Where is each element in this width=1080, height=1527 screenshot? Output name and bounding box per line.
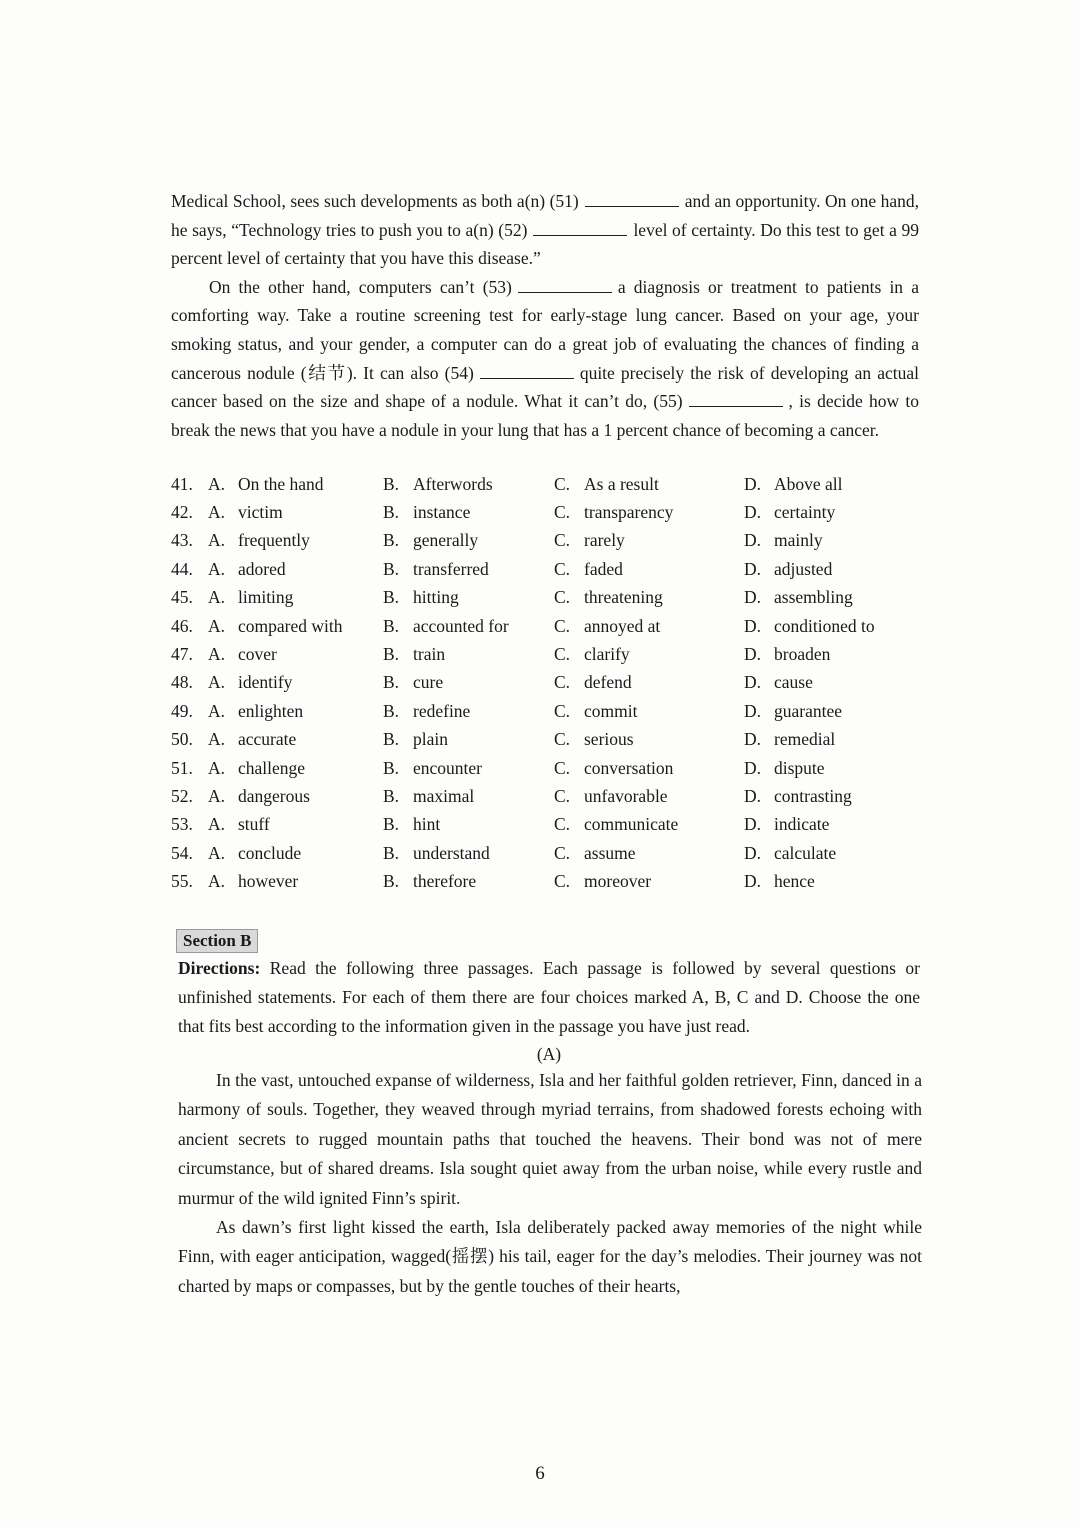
choice-text: however xyxy=(238,871,299,892)
choice-text: transferred xyxy=(413,558,489,579)
choice-text: assembling xyxy=(774,587,853,608)
section-b-heading: Section B xyxy=(176,929,258,953)
question-number: 47. xyxy=(171,644,193,665)
choice-c xyxy=(554,559,744,580)
choice-letter: A. xyxy=(208,785,226,806)
choice-b xyxy=(383,758,554,779)
choice-c xyxy=(554,530,744,551)
choice-d xyxy=(744,644,924,665)
cloze-text: level of certainty. Do this test to get a 99 percent level of certainty that you have this disease.” xyxy=(171,219,919,269)
choice-a xyxy=(208,559,383,580)
choice-c xyxy=(554,843,744,864)
choice-text: faded xyxy=(584,558,623,579)
choice-text: maximal xyxy=(413,785,475,806)
choice-letter: C. xyxy=(554,672,571,693)
choice-text: cure xyxy=(413,672,444,693)
question-number: 46. xyxy=(171,615,193,636)
choice-text: On the hand xyxy=(238,473,324,494)
option-row xyxy=(171,867,931,895)
directions-label: Directions: xyxy=(178,958,261,978)
choice-a xyxy=(208,843,383,864)
choice-text: frequently xyxy=(238,530,310,551)
choice-letter: B. xyxy=(383,871,400,892)
passage-paragraph-1: In the vast, untouched expanse of wilderness, Isla and her faithful golden retriever, Finn, danced in a harmony of souls. Together, they weaved through myriad terrains, from shadowed forests echoing with ancient secrets to rugged mountain paths that touched the heavens. Their bond was not of mere circumstance, but of shared dreams. Isla sought quiet away from the urban noise, while every rustle and murmur of the wild ignited Finn’s spirit. xyxy=(178,1070,922,1208)
choice-text: hence xyxy=(774,871,815,892)
choice-letter: C. xyxy=(554,871,571,892)
choice-d xyxy=(744,701,924,722)
cloze-text: On the other hand, computers can’t (53) xyxy=(209,276,512,297)
choice-letter: A. xyxy=(208,558,226,579)
option-row xyxy=(171,470,931,498)
choice-text: dangerous xyxy=(238,785,310,806)
choice-letter: C. xyxy=(554,785,571,806)
choice-text: stuff xyxy=(238,814,270,835)
blank-53 xyxy=(518,276,612,293)
answer-options-table xyxy=(171,470,931,896)
choice-letter: C. xyxy=(554,502,571,523)
option-row xyxy=(171,584,931,612)
choice-text: hint xyxy=(413,814,441,835)
choice-a xyxy=(208,474,383,495)
choice-letter: B. xyxy=(383,502,400,523)
choice-letter: B. xyxy=(383,700,400,721)
choice-letter: D. xyxy=(744,644,762,665)
choice-letter: B. xyxy=(383,757,400,778)
choice-d xyxy=(744,758,924,779)
choice-text: guarantee xyxy=(774,700,843,721)
choice-letter: D. xyxy=(744,672,762,693)
choice-a xyxy=(208,530,383,551)
choice-c xyxy=(554,474,744,495)
choice-letter: B. xyxy=(383,558,400,579)
choice-letter: A. xyxy=(208,814,226,835)
choice-text: broaden xyxy=(774,644,831,665)
choice-text: Afterwords xyxy=(413,473,493,494)
choice-a xyxy=(208,786,383,807)
cloze-text: , is decide how to break the news that you have a nodule in your lung that has a 1 percent chance of becoming a cancer. xyxy=(171,391,919,440)
question-number: 52. xyxy=(171,785,193,806)
choice-c xyxy=(554,616,744,637)
choice-a xyxy=(208,672,383,693)
option-row xyxy=(171,527,931,555)
choice-letter: D. xyxy=(744,530,762,551)
choice-b xyxy=(383,672,554,693)
choice-letter: D. xyxy=(744,757,762,778)
choice-text: unfavorable xyxy=(584,785,668,806)
choice-letter: D. xyxy=(744,729,762,750)
choice-d xyxy=(744,616,924,637)
cloze-paragraph-1 xyxy=(171,187,919,273)
choice-b xyxy=(383,530,554,551)
choice-a xyxy=(208,758,383,779)
choice-letter: C. xyxy=(554,729,571,750)
reading-passage-a xyxy=(178,1066,922,1301)
choice-text: victim xyxy=(238,502,283,523)
question-number: 45. xyxy=(171,587,193,608)
choice-text: compared with xyxy=(238,615,343,636)
cloze-text: Medical School, sees such developments as both a(n) (51) xyxy=(171,191,579,211)
passage-paragraph-2: As dawn’s first light kissed the earth, Isla deliberately packed away memories of the night while Finn, with eager anticipation, wagged(摇摆) his tail, eager for the day’s melodies. Their journey was not charted by maps or compasses, but by the gentle touches of their hearts, xyxy=(178,1217,922,1296)
choice-letter: D. xyxy=(744,842,762,863)
choice-b xyxy=(383,786,554,807)
choice-letter: D. xyxy=(744,502,762,523)
choice-d xyxy=(744,672,924,693)
option-row xyxy=(171,555,931,583)
choice-a xyxy=(208,587,383,608)
choice-letter: C. xyxy=(554,587,571,608)
choice-d xyxy=(744,559,924,580)
choice-a xyxy=(208,701,383,722)
page-number: 6 xyxy=(535,1463,545,1484)
choice-text: As a result xyxy=(584,473,659,494)
cloze-text: and an opportunity. On one hand, he says, “Technology tries to push you to a(n) (52) xyxy=(171,191,919,240)
question-number: 43. xyxy=(171,530,193,551)
option-row xyxy=(171,640,931,668)
choice-b xyxy=(383,474,554,495)
choice-d xyxy=(744,843,924,864)
blank-51 xyxy=(585,190,679,207)
choice-text: understand xyxy=(413,842,490,863)
choice-text: serious xyxy=(584,729,634,750)
choice-b xyxy=(383,502,554,523)
choice-c xyxy=(554,729,744,750)
choice-letter: A. xyxy=(208,672,226,693)
choice-letter: A. xyxy=(208,871,226,892)
choice-text: commit xyxy=(584,700,638,721)
choice-c xyxy=(554,502,744,523)
choice-c xyxy=(554,871,744,892)
choice-text: communicate xyxy=(584,814,679,835)
choice-letter: C. xyxy=(554,644,571,665)
directions-text: Read the following three passages. Each passage is followed by several questions or unfinished statements. For each of them there are four choices marked A, B, C and D. Choose the one that fits best according to the information given in the passage you have just read. xyxy=(178,958,921,1036)
choice-letter: C. xyxy=(554,558,571,579)
choice-letter: D. xyxy=(744,814,762,835)
choice-letter: A. xyxy=(208,644,226,665)
choice-letter: D. xyxy=(744,700,762,721)
cloze-text: quite precisely the risk of developing an actual cancer based on the size and shape of a nodule. What it can’t do, (55) xyxy=(171,362,919,412)
choice-b xyxy=(383,644,554,665)
option-row xyxy=(171,754,931,782)
choice-letter: D. xyxy=(744,785,762,806)
choice-letter: A. xyxy=(208,700,226,721)
cloze-paragraph-2 xyxy=(171,273,919,445)
blank-52 xyxy=(533,219,627,236)
choice-text: generally xyxy=(413,530,479,551)
option-row xyxy=(171,782,931,810)
choice-letter: B. xyxy=(383,729,400,750)
choice-text: threatening xyxy=(584,587,663,608)
choice-letter: B. xyxy=(383,814,400,835)
question-number: 48. xyxy=(171,672,193,693)
question-number: 53. xyxy=(171,814,193,835)
choice-letter: A. xyxy=(208,842,226,863)
choice-text: limiting xyxy=(238,587,294,608)
choice-b xyxy=(383,843,554,864)
choice-letter: A. xyxy=(208,502,226,523)
choice-text: identify xyxy=(238,672,293,693)
option-row xyxy=(171,811,931,839)
choice-text: defend xyxy=(584,672,632,693)
choice-c xyxy=(554,786,744,807)
choice-letter: B. xyxy=(383,785,400,806)
choice-b xyxy=(383,587,554,608)
choice-d xyxy=(744,474,924,495)
choice-text: therefore xyxy=(413,871,477,892)
option-row xyxy=(171,726,931,754)
choice-text: moreover xyxy=(584,871,652,892)
choice-letter: B. xyxy=(383,644,400,665)
choice-b xyxy=(383,871,554,892)
cloze-text: a diagnosis or treatment to patients in a comforting way. Take a routine screening test for early-stage lung cancer. Based on your age, your smoking status, and your gender, a computer can do a great job of evaluating the chances of finding a cancerous nodule (结节). It can also (54) xyxy=(171,276,919,383)
choice-a xyxy=(208,729,383,750)
cloze-passage xyxy=(171,187,919,444)
question-number: 44. xyxy=(171,558,193,579)
choice-text: train xyxy=(413,644,446,665)
choice-a xyxy=(208,814,383,835)
choice-text: rarely xyxy=(584,530,625,551)
choice-letter: C. xyxy=(554,530,571,551)
choice-letter: C. xyxy=(554,700,571,721)
choice-letter: A. xyxy=(208,473,226,494)
choice-letter: D. xyxy=(744,558,762,579)
choice-text: indicate xyxy=(774,814,830,835)
choice-c xyxy=(554,644,744,665)
choice-a xyxy=(208,616,383,637)
choice-letter: A. xyxy=(208,530,226,551)
choice-text: contrasting xyxy=(774,785,852,806)
passage-label: (A) xyxy=(536,1044,562,1065)
choice-d xyxy=(744,530,924,551)
option-row xyxy=(171,669,931,697)
choice-b xyxy=(383,701,554,722)
option-row xyxy=(171,612,931,640)
choice-text: adored xyxy=(238,558,286,579)
choice-letter: C. xyxy=(554,615,571,636)
choice-text: encounter xyxy=(413,757,482,778)
choice-text: cause xyxy=(774,672,813,693)
choice-a xyxy=(208,871,383,892)
choice-text: challenge xyxy=(238,757,306,778)
choice-c xyxy=(554,672,744,693)
choice-text: hitting xyxy=(413,587,459,608)
choice-text: redefine xyxy=(413,700,471,721)
choice-text: adjusted xyxy=(774,558,833,579)
choice-letter: A. xyxy=(208,729,226,750)
option-row xyxy=(171,498,931,526)
choice-letter: D. xyxy=(744,615,762,636)
choice-text: remedial xyxy=(774,729,836,750)
choice-text: instance xyxy=(413,502,471,523)
question-number: 54. xyxy=(171,842,193,863)
question-number: 49. xyxy=(171,700,193,721)
choice-b xyxy=(383,729,554,750)
choice-letter: D. xyxy=(744,473,762,494)
choice-letter: C. xyxy=(554,814,571,835)
choice-d xyxy=(744,786,924,807)
blank-55 xyxy=(689,390,783,407)
choice-d xyxy=(744,502,924,523)
choice-d xyxy=(744,587,924,608)
choice-text: accurate xyxy=(238,729,297,750)
choice-b xyxy=(383,559,554,580)
choice-text: calculate xyxy=(774,842,837,863)
choice-letter: D. xyxy=(744,587,762,608)
choice-letter: A. xyxy=(208,757,226,778)
question-number: 51. xyxy=(171,757,193,778)
choice-letter: B. xyxy=(383,530,400,551)
choice-text: assume xyxy=(584,842,636,863)
choice-text: Above all xyxy=(774,473,843,494)
choice-d xyxy=(744,729,924,750)
choice-text: annoyed at xyxy=(584,615,661,636)
choice-letter: D. xyxy=(744,871,762,892)
choice-letter: C. xyxy=(554,757,571,778)
choice-c xyxy=(554,587,744,608)
choice-letter: C. xyxy=(554,842,571,863)
choice-text: plain xyxy=(413,729,448,750)
choice-text: dispute xyxy=(774,757,825,778)
question-number: 50. xyxy=(171,729,193,750)
choice-text: accounted for xyxy=(413,615,509,636)
section-b-directions xyxy=(178,954,920,1069)
choice-letter: B. xyxy=(383,842,400,863)
question-number: 42. xyxy=(171,502,193,523)
choice-text: conclude xyxy=(238,842,302,863)
choice-text: enlighten xyxy=(238,700,304,721)
choice-c xyxy=(554,701,744,722)
choice-letter: B. xyxy=(383,473,400,494)
choice-text: certainty xyxy=(774,502,836,523)
option-row xyxy=(171,839,931,867)
choice-text: clarify xyxy=(584,644,630,665)
choice-text: transparency xyxy=(584,502,674,523)
choice-text: mainly xyxy=(774,530,823,551)
choice-b xyxy=(383,616,554,637)
choice-text: cover xyxy=(238,644,277,665)
blank-54 xyxy=(480,362,574,379)
choice-a xyxy=(208,502,383,523)
choice-b xyxy=(383,814,554,835)
choice-letter: B. xyxy=(383,672,400,693)
question-number: 41. xyxy=(171,473,193,494)
choice-c xyxy=(554,814,744,835)
choice-letter: C. xyxy=(554,473,571,494)
choice-a xyxy=(208,644,383,665)
choice-text: conditioned to xyxy=(774,615,875,636)
choice-letter: A. xyxy=(208,587,226,608)
option-row xyxy=(171,697,931,725)
choice-c xyxy=(554,758,744,779)
choice-d xyxy=(744,814,924,835)
choice-text: conversation xyxy=(584,757,674,778)
choice-letter: A. xyxy=(208,615,226,636)
choice-d xyxy=(744,871,924,892)
choice-letter: B. xyxy=(383,615,400,636)
question-number: 55. xyxy=(171,871,193,892)
choice-letter: B. xyxy=(383,587,400,608)
